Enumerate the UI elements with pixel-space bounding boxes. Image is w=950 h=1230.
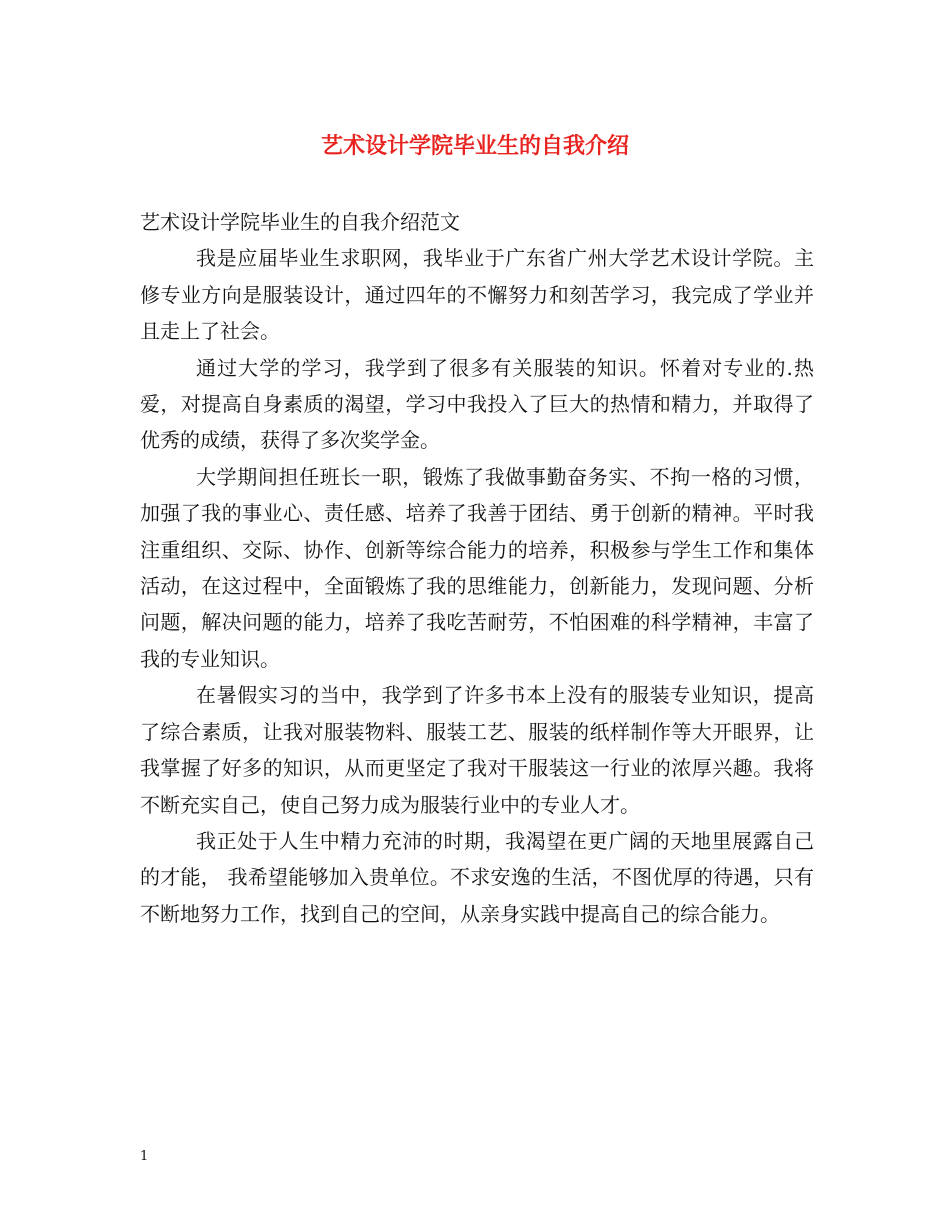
document-subtitle: 艺术设计学院毕业生的自我介绍范文 (140, 210, 460, 234)
paragraph-3: 大学期间担任班长一职，锻炼了我做事勤奋务实、不拘一格的习惯，加强了我的事业心、责任感、培养了我善于团结、勇于创新的精神。平时我注重组织、交际、协作、创新等综合能力的培养，积极参与学生工作和集体活动，在这过程中，全面锻炼了我的思维能力，创新能力，发现问题、分析问题，解决问题的能力，培养了我吃苦耐劳，不怕困难的科学精神，丰富了我的专业知识。 (140, 464, 814, 671)
paragraph-5: 我正处于人生中精力充沛的时期，我渴望在更广阔的天地里展露自己的才能， 我希望能够加入贵单位。不求安逸的生活，不图优厚的待遇，只有不断地努力工作，找到自己的空间，从亲身实践中提高自己的综合能力。 (140, 828, 814, 926)
document-title: 艺术设计学院毕业生的自我介绍 (320, 134, 629, 159)
page-number: 1 (140, 1149, 149, 1164)
paragraph-1: 我是应届毕业生求职网，我毕业于广东省广州大学艺术设计学院。主修专业方向是服装设计，通过四年的不懈努力和刻苦学习，我完成了学业并且走上了社会。 (140, 246, 814, 344)
document-body (140, 204, 814, 932)
paragraph-4: 在暑假实习的当中，我学到了许多书本上没有的服装专业知识，提高了综合素质，让我对服装物料、服装工艺、服装的纸样制作等大开眼界，让我掌握了好多的知识，从而更坚定了我对干服装这一行业的浓厚兴趣。我将不断充实自己，使自己努力成为服装行业中的专业人才。 (140, 683, 814, 817)
paragraph-2: 通过大学的学习，我学到了很多有关服装的知识。怀着对专业的.热爱，对提高自身素质的渴望，学习中我投入了巨大的热情和精力，并取得了优秀的成绩，获得了多次奖学金。 (140, 355, 814, 453)
